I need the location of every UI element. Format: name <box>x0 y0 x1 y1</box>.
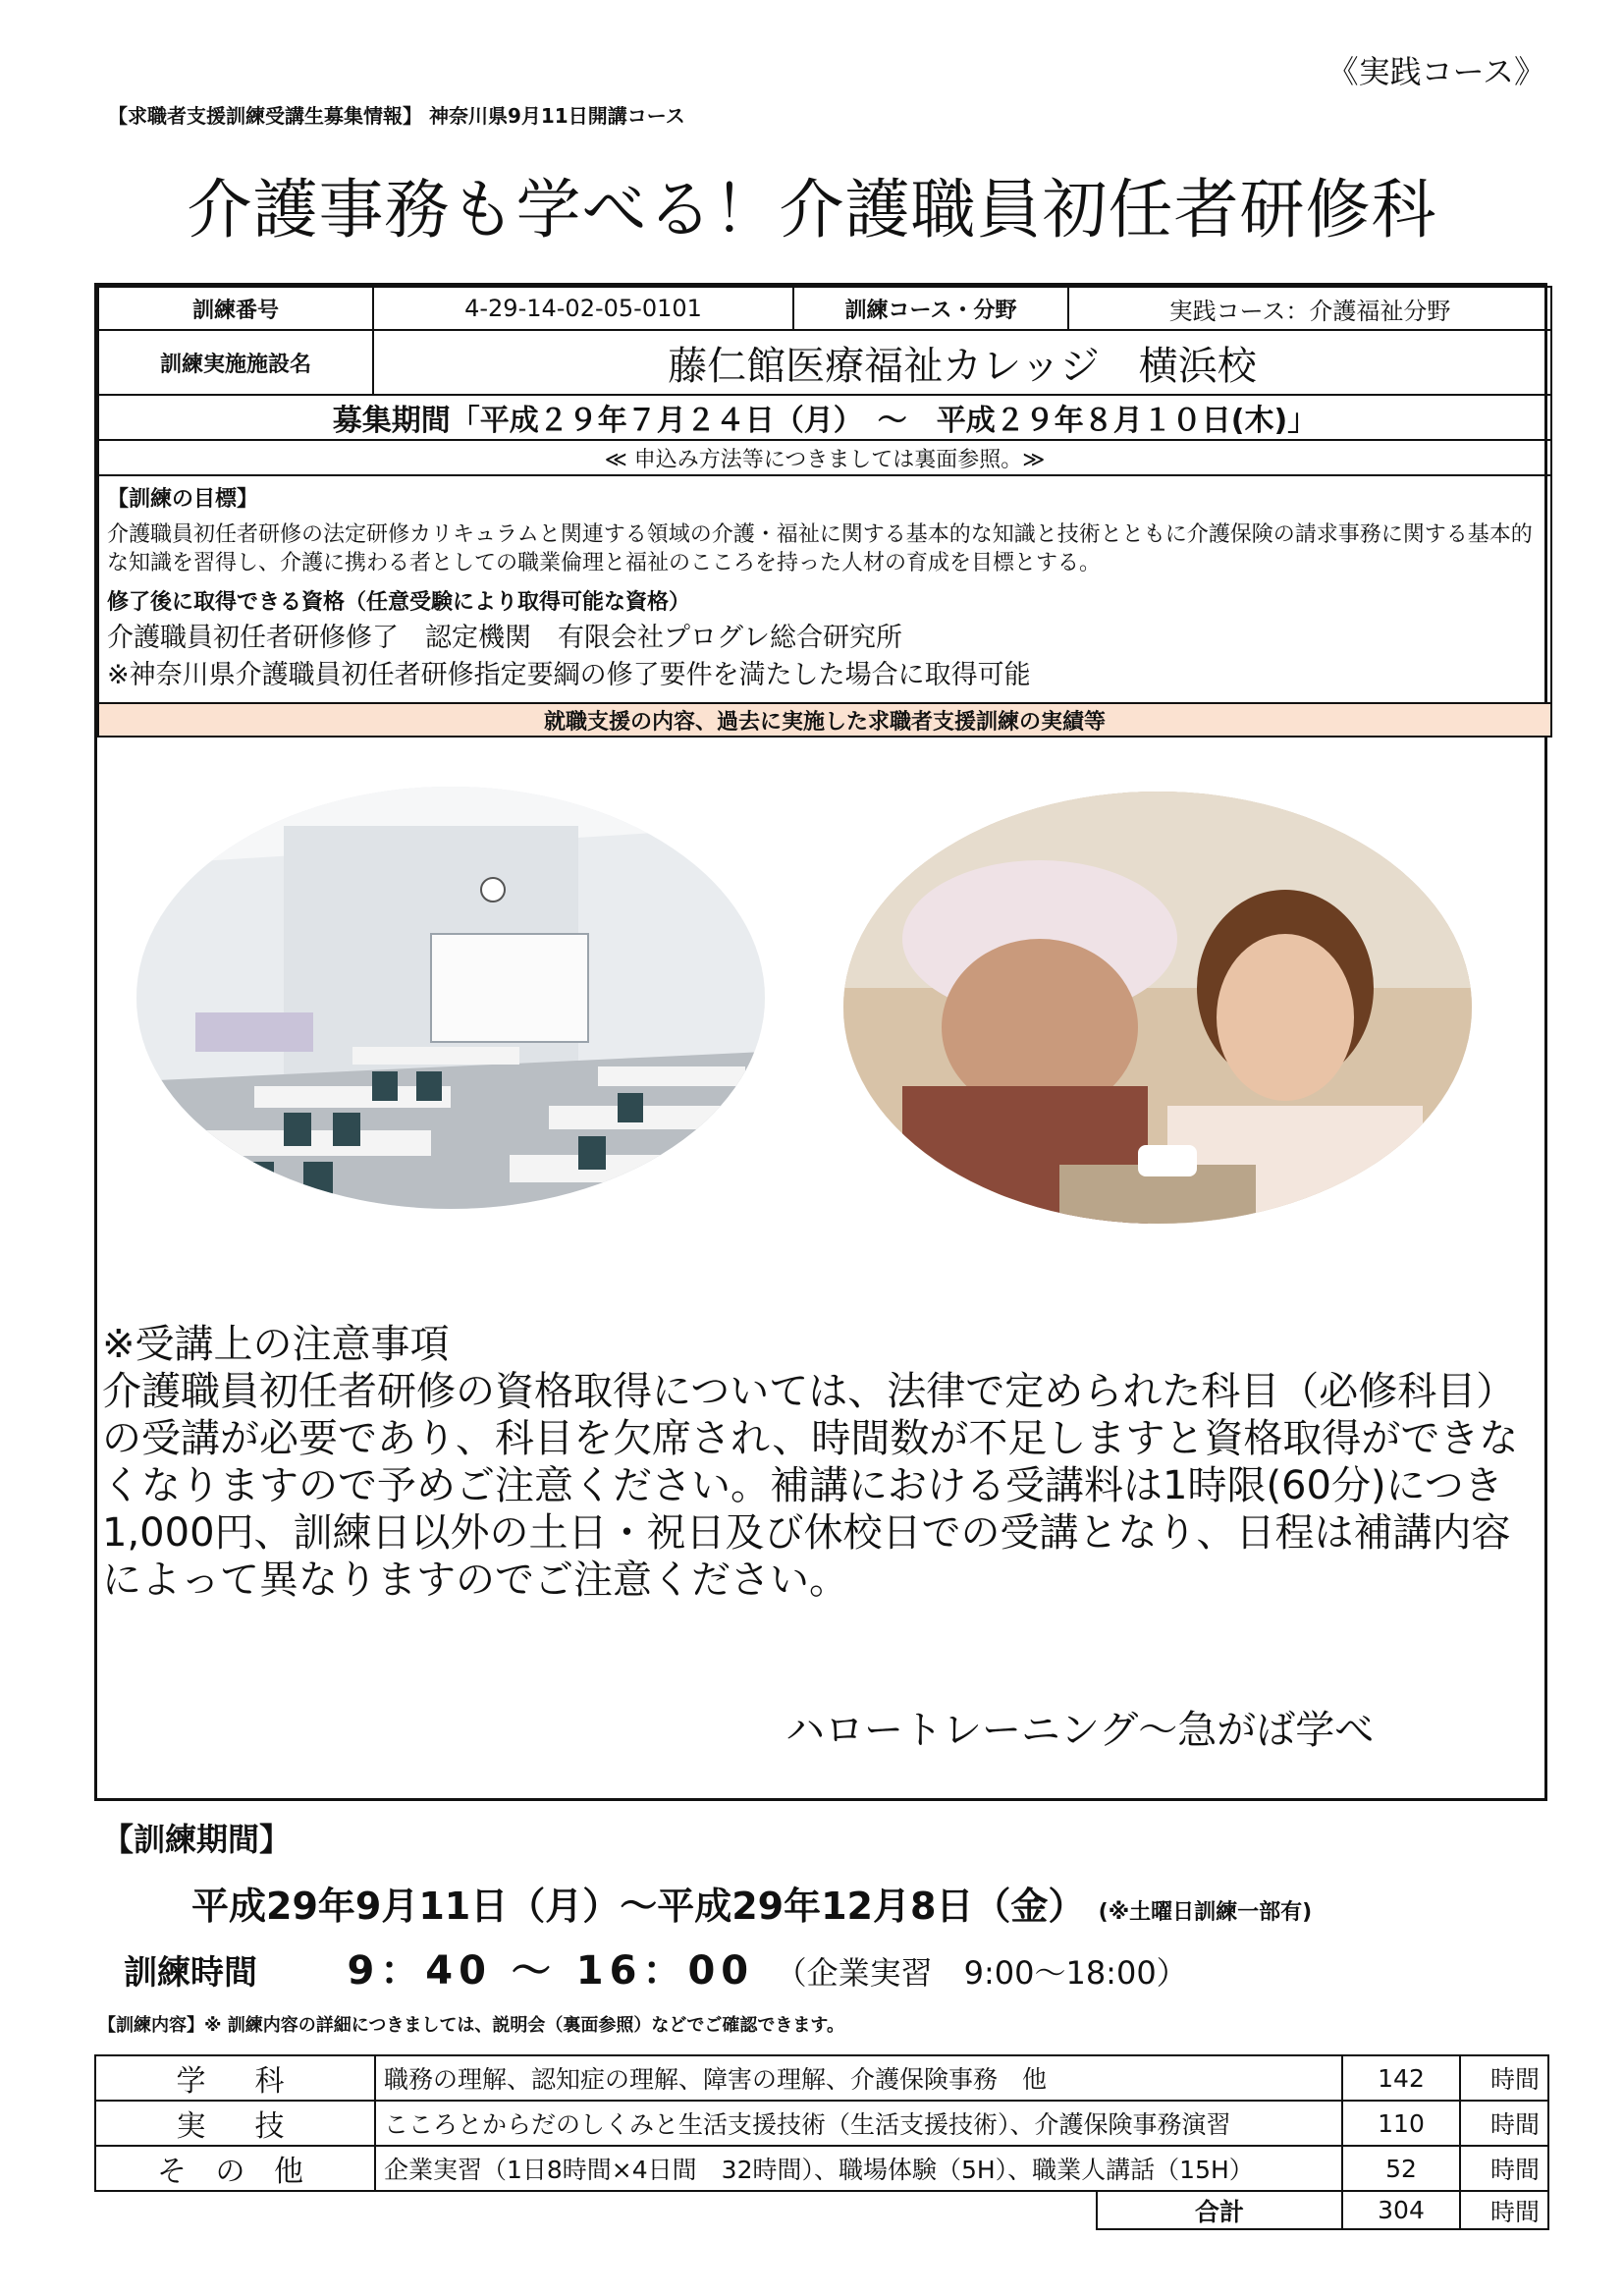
training-hours-line <box>124 1940 1188 1995</box>
unit-cell: 時間 <box>1460 2146 1548 2191</box>
training-no-label: 訓練番号 <box>98 287 373 330</box>
qualification-condition: ※神奈川県介護職員初任者研修指定要綱の修了要件を満たした場合に取得可能 <box>107 660 1031 690</box>
course-label: 《実践コース》 <box>1326 53 1545 90</box>
subject-cell: 学 科 <box>95 2055 375 2101</box>
unit-cell: 時間 <box>1460 2101 1548 2146</box>
table-row <box>95 2101 1548 2146</box>
classroom-illustration <box>136 787 765 1209</box>
training-hours-label: 訓練時間 <box>124 1953 257 1993</box>
facility-name: 藤仁館医療福祉カレッジ 横浜校 <box>373 330 1551 395</box>
training-hours: 9：40 ～ 16：00 <box>347 1948 755 1994</box>
table-row <box>95 2146 1548 2191</box>
training-period-line <box>191 1876 1312 1930</box>
subject-cell: 実 技 <box>95 2101 375 2146</box>
recruit-period: 募集期間「平成２９年７月２４日（月） ～ 平成２９年８月１０日(木)」 <box>98 395 1551 440</box>
table-row <box>95 2055 1548 2101</box>
info-table <box>97 286 1552 738</box>
notes-body: 介護職員初任者研修の資格取得については、法律で定められた科目（必修科目）の受講が必要であり、科目を欠席され、時間数が不足しますと資格取得ができなくなりますので予めご注意ください。補講における受講料は1時限(60分)につき1,000円、訓練日以外の土日・祝日及び休校日での受講となり、日程は補講内容によって異なりますのでご注意ください。 <box>102 1369 1519 1603</box>
header-note: 【求職者支援訓練受講生募集情報】 神奈川県9月11日開講コース <box>108 104 685 128</box>
page-title: 介護事務も学べる！介護職員初任者研修科 <box>187 172 1437 247</box>
qualification-line: 介護職員初任者研修修了 認定機関 有限会社プログレ総合研究所 <box>107 623 902 653</box>
goal-section <box>98 475 1551 703</box>
facility-label: 訓練実施施設名 <box>98 330 373 395</box>
training-period-heading: 【訓練期間】 <box>102 1821 292 1858</box>
course-field-label: 訓練コース・分野 <box>793 287 1068 330</box>
unit-cell: 時間 <box>1460 2055 1548 2101</box>
notes-heading: ※受講上の注意事項 <box>102 1322 450 1367</box>
training-no: 4-29-14-02-05-0101 <box>373 287 793 330</box>
curriculum-table <box>94 2054 1547 2230</box>
saturday-note: (※土曜日訓練一部有) <box>1098 1900 1313 1925</box>
total-unit: 時間 <box>1460 2192 1548 2229</box>
course-field: 実践コース：介護福祉分野 <box>1068 287 1551 330</box>
classroom-photo <box>136 787 765 1209</box>
total-hours: 304 <box>1342 2192 1460 2229</box>
notes-section <box>102 1321 1545 1604</box>
hours-cell: 142 <box>1342 2055 1460 2101</box>
internship-hours: （企業実習 9:00～18:00） <box>775 1954 1188 1992</box>
content-cell: 企業実習（1日8時間×4日間 32時間）、職場体験（5H）、職業人講話（15H） <box>375 2146 1342 2191</box>
content-note: 【訓練内容】※ 訓練内容の詳細につきましては、説明会（裏面参照）などでご確認できます。 <box>98 2015 844 2036</box>
goal-text: 介護職員初任者研修の法定研修カリキュラムと関連する領域の介護・福祉に関する基本的な知識と技術とともに介護保険の請求事務に関する基本的な知識を習得し、介護に携わる者としての職業倫理と福祉のこころを持った人材の育成を目標とする。 <box>107 522 1533 575</box>
hours-cell: 110 <box>1342 2101 1460 2146</box>
subject-cell: そ の 他 <box>95 2146 375 2191</box>
training-period: 平成29年9月11日（月）～平成29年12月8日（金） <box>191 1885 1086 1928</box>
goal-heading: 【訓練の目標】 <box>107 487 259 512</box>
total-label: 合計 <box>1097 2192 1342 2229</box>
apply-note: ≪ 申込み方法等につきましては裏面参照。≫ <box>98 440 1551 475</box>
hours-cell: 52 <box>1342 2146 1460 2191</box>
content-cell: こころとからだのしくみと生活支援技術（生活支援技術）、介護保険事務演習 <box>375 2101 1342 2146</box>
caregiver-photo <box>843 792 1472 1224</box>
content-cell: 職務の理解、認知症の理解、障害の理解、介護保険事務 他 <box>375 2055 1342 2101</box>
slogan: ハロートレーニング～急がば学べ <box>785 1708 1375 1753</box>
support-heading: 就職支援の内容、過去に実施した求職者支援訓練の実績等 <box>98 703 1551 737</box>
qualification-heading: 修了後に取得できる資格（任意受験により取得可能な資格） <box>107 590 691 615</box>
caregiver-illustration <box>843 792 1472 1224</box>
total-row <box>1097 2192 1548 2229</box>
